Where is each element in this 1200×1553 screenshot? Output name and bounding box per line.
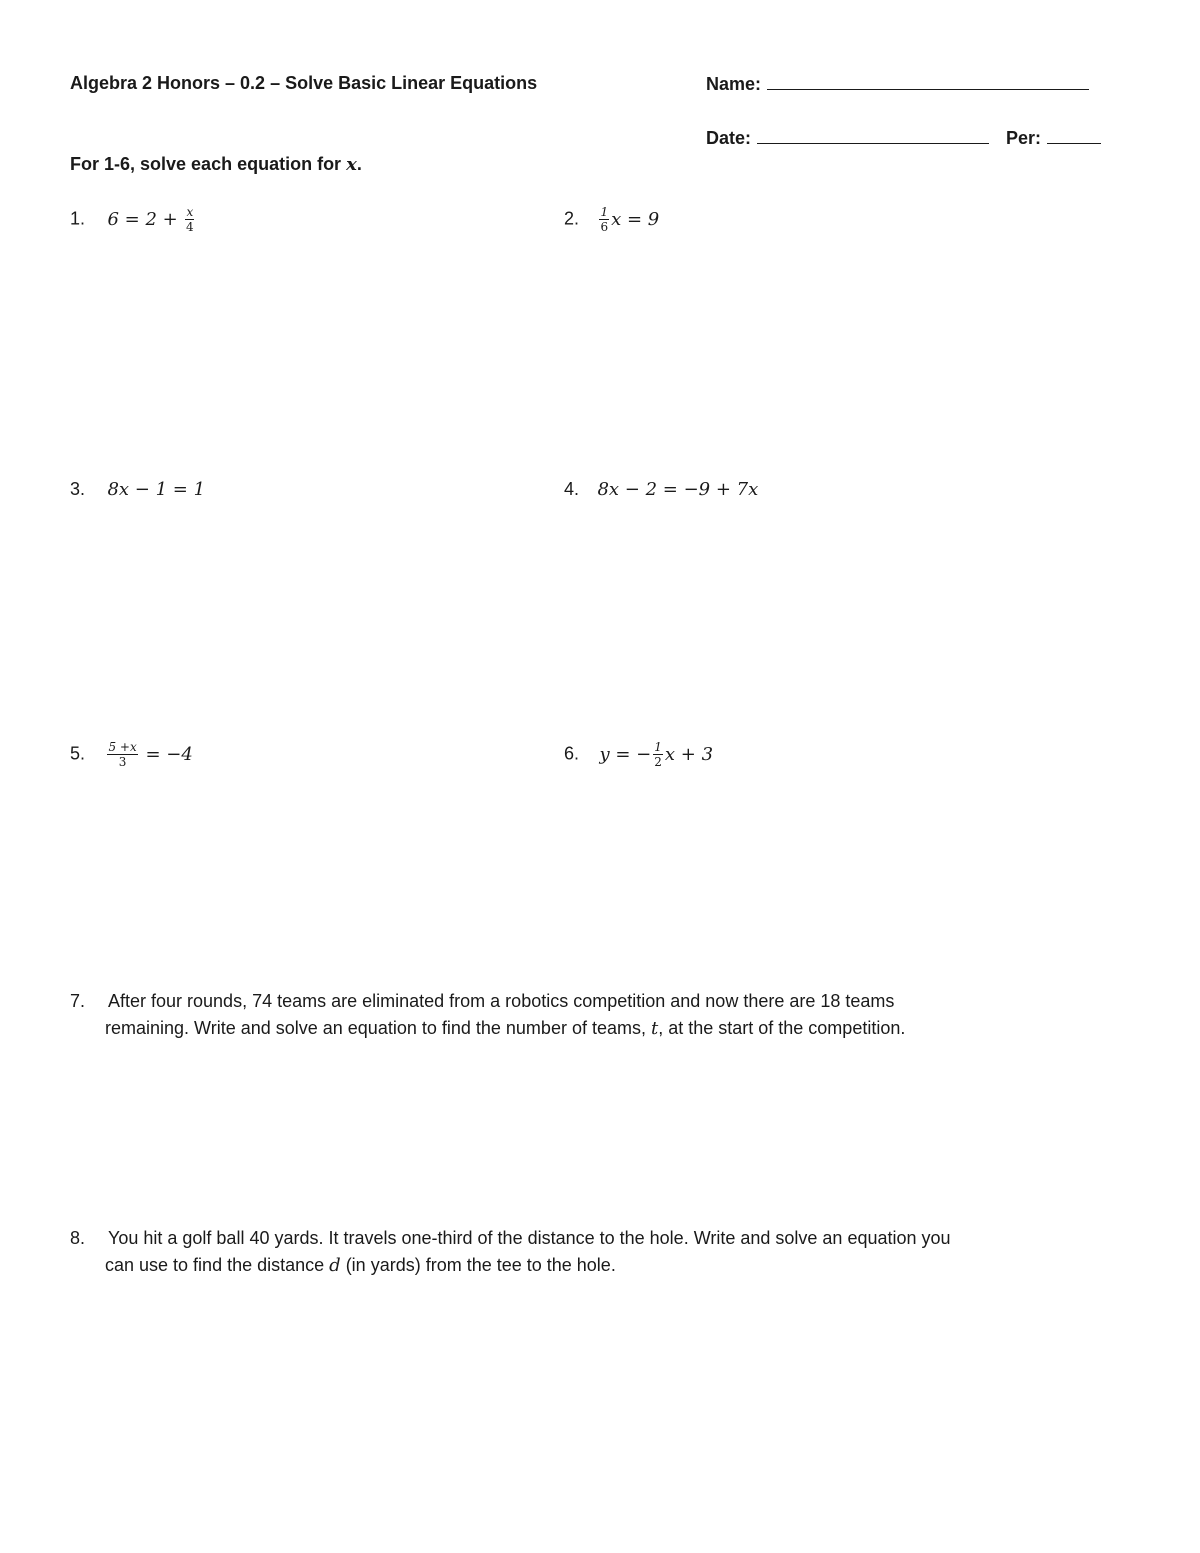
problem-text: remaining. Write and solve an equation to find the number of teams, [105,1018,651,1038]
fraction-denominator: 2 [654,755,662,769]
equation-text: x + 3 [664,743,714,765]
problem-3 [70,479,205,500]
problem-8 [70,1225,85,1252]
problem-8-line-1: You hit a golf ball 40 yards. It travels one-third of the distance to the hole. Write and solve an equation you [108,1228,951,1248]
problem-equation [597,205,660,234]
fraction [653,741,663,768]
instructions-variable: x [346,154,357,175]
instructions [70,154,362,175]
period-label: Per: [1006,128,1042,148]
problem-number: 4. [564,479,580,499]
problem-text: (in yards) from the tee to the hole. [340,1255,616,1275]
date-label: Date: [706,128,752,148]
problem-number: 8. [70,1228,86,1248]
period-blank[interactable] [1047,127,1101,144]
fraction-numerator: x [186,205,194,219]
fraction [107,741,137,768]
problem-1 [70,206,196,233]
problem-2 [564,206,659,233]
problem-4 [564,479,758,500]
instructions-period: . [356,154,362,174]
fraction-denominator: 3 [118,755,127,769]
problem-5 [70,741,193,768]
name-field[interactable] [706,73,1089,95]
problem-number: 3. [70,479,86,499]
fraction-numerator: 5 +x [108,740,137,754]
equation-text: 6 = 2 + [107,208,184,230]
problem-number: 5. [70,743,86,764]
problem-equation: 8x − 1 = 1 [107,479,206,500]
period-field[interactable] [1006,127,1101,149]
problem-equation [105,740,193,769]
date-blank[interactable] [757,127,989,144]
fraction-denominator: 6 [600,220,609,234]
problem-equation [599,740,714,769]
problem-7-line-2 [105,1015,905,1042]
instructions-text: For 1-6, solve each equation for [70,154,342,174]
problem-equation: 8x − 2 = −9 + 7x [597,479,759,500]
problem-7-line-1: After four rounds, 74 teams are eliminated from a robotics competition and now there are 18 teams [108,991,895,1011]
problem-7 [70,988,85,1015]
fraction [599,206,609,233]
variable: d [329,1255,341,1276]
problem-6 [564,741,713,768]
name-blank[interactable] [767,73,1089,90]
equation-text: y = − [599,743,652,765]
fraction [185,206,194,233]
worksheet-title: Algebra 2 Honors – 0.2 – Solve Basic Linear Equations [70,73,538,93]
equation-text: = −4 [139,743,193,765]
name-label: Name: [706,74,762,94]
problem-number: 7. [70,991,86,1011]
problem-number: 6. [564,743,580,764]
fraction-numerator: 1 [654,740,662,754]
date-field[interactable] [706,127,989,149]
problem-number: 1. [70,208,86,229]
problem-8-line-2 [105,1252,616,1279]
equation-text: x = 9 [611,208,660,230]
problem-number: 2. [564,208,580,229]
variable: t [650,1018,659,1039]
problem-text: , at the start of the competition. [658,1018,906,1038]
fraction-numerator: 1 [600,205,609,219]
problem-equation [107,205,196,234]
problem-text: can use to find the distance [105,1255,330,1275]
fraction-denominator: 4 [186,220,194,234]
